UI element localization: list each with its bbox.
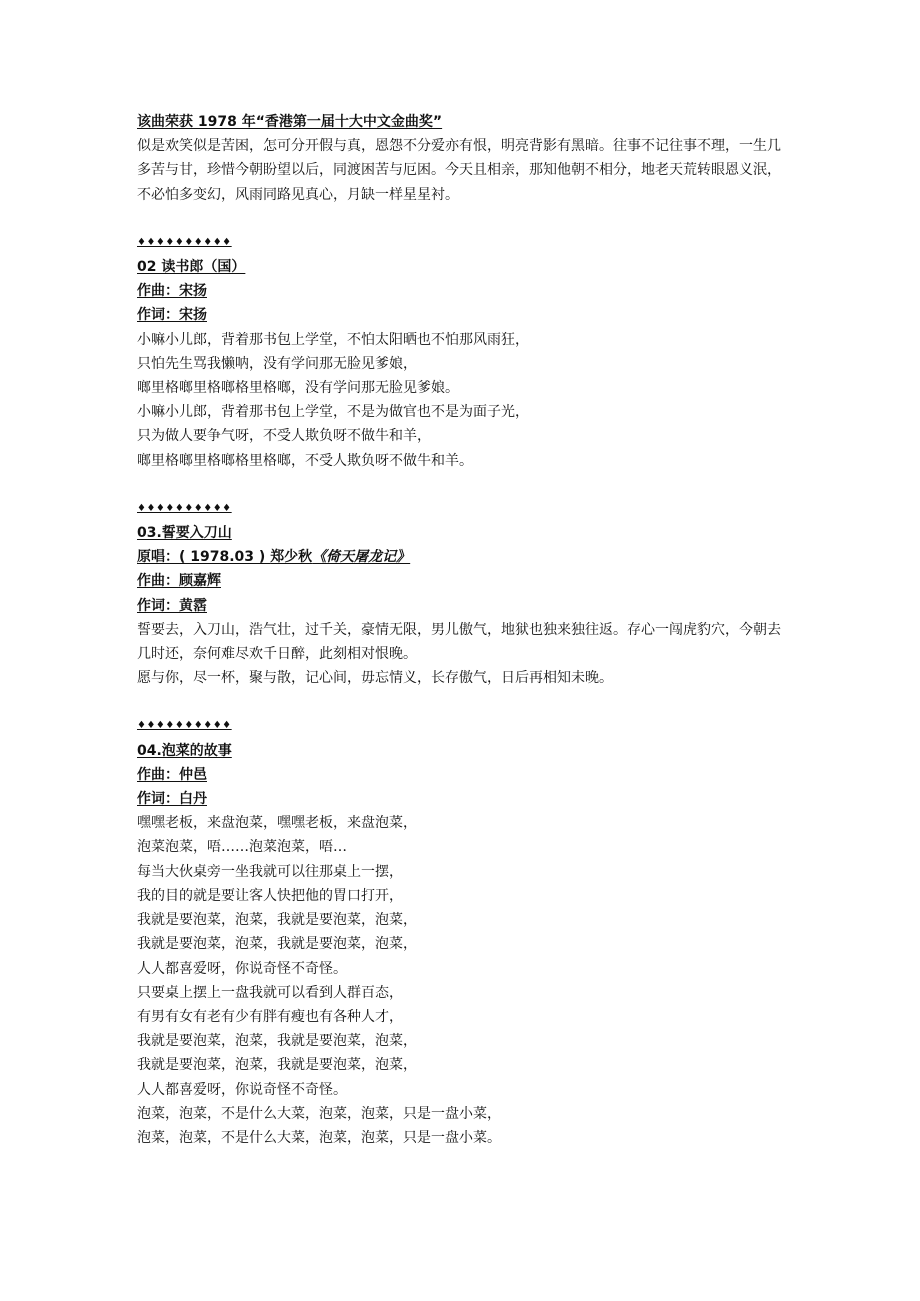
lyric-line: 我就是要泡菜，泡菜，我就是要泡菜，泡菜， (137, 912, 417, 929)
lyric-line: 我的目的就是要让客人快把他的胃口打开， (137, 887, 403, 904)
singer-work: 《倚天屠龙记》 (312, 549, 411, 566)
lyric-line: 嘿嘿老板，来盘泡菜，嘿嘿老板，来盘泡菜， (137, 815, 417, 832)
song-title: 04.泡菜的故事 (137, 742, 232, 759)
lyric-line: 只要桌上摆上一盘我就可以看到人群百态， (137, 984, 403, 1001)
lyric-line: 只为做人要争气呀，不受人欺负呀不做牛和羊， (137, 428, 431, 445)
lyric-paragraph: 誓要去，入刀山，浩气壮，过千关，豪情无限，男儿傲气，地狱也独来独往返。存心一闯虎豹穴，今朝去几时还，奈何难尽欢千日醉，此刻相对恨晚。 (137, 621, 781, 663)
lyric-line: 小嘛小儿郎，背着那书包上学堂，不怕太阳晒也不怕那风雨狂， (137, 331, 529, 348)
lyric-line: 啷里格啷里格啷格里格啷，不受人欺负呀不做牛和羊。 (137, 452, 473, 469)
song-composer: 作曲：宋扬 (137, 283, 207, 300)
song-composer: 作曲：顾嘉辉 (137, 573, 221, 590)
lyric-line: 啷里格啷里格啷格里格啷，没有学问那无脸见爹娘。 (137, 380, 459, 397)
lyric-line: 只怕先生骂我懒呐，没有学问那无脸见爹娘， (137, 355, 417, 372)
song-lyricist: 作词：黄霑 (137, 597, 207, 614)
lyric-line: 人人都喜爱呀，你说奇怪不奇怪。 (137, 960, 347, 977)
song-02-section (137, 255, 787, 473)
lyric-line: 泡菜，泡菜，不是什么大菜，泡菜，泡菜，只是一盘小菜， (137, 1105, 501, 1122)
lyric-line: 有男有女有老有少有胖有瘦也有各种人才， (137, 1008, 403, 1025)
lyric-line: 泡菜泡菜，唔……泡菜泡菜，唔… (137, 839, 347, 856)
intro-section (137, 110, 787, 207)
song-03-section (137, 521, 787, 690)
song-singer (137, 545, 787, 569)
lyric-line: 我就是要泡菜，泡菜，我就是要泡菜，泡菜， (137, 1033, 417, 1050)
section-separator: ♦♦♦♦♦♦♦♦♦♦ (137, 236, 232, 248)
song-title: 02 读书郎（国） (137, 259, 246, 276)
song-composer: 作曲：仲邑 (137, 766, 207, 783)
lyric-line: 泡菜，泡菜，不是什么大菜，泡菜，泡菜，只是一盘小菜。 (137, 1129, 501, 1146)
lyric-line: 小嘛小儿郎，背着那书包上学堂，不是为做官也不是为面子光， (137, 404, 529, 421)
song-lyricist: 作词：白丹 (137, 791, 207, 808)
lyric-line: 每当大伙桌旁一坐我就可以往那桌上一摆， (137, 863, 403, 880)
song-lyricist: 作词：宋扬 (137, 307, 207, 324)
lyric-line: 我就是要泡菜，泡菜，我就是要泡菜，泡菜， (137, 936, 417, 953)
singer-label: 原唱： (137, 549, 179, 566)
lyric-paragraph: 愿与你，尽一杯，聚与散，记心间，毋忘情义，长存傲气，日后再相知未晚。 (137, 670, 613, 687)
intro-lyrics: 似是欢笑似是苦困，怎可分开假与真，恩怨不分爱亦有恨，明亮背影有黑暗。往事不记往事不理，一生几多苦与甘，珍惜今朝盼望以后，同渡困苦与厄困。今天且相亲，那知他朝不相分，地老天荒转眼恩义泯，不必怕多变幻，风雨同路见真心，月缺一样星星衬。 (137, 138, 781, 203)
song-title: 03.誓要入刀山 (137, 525, 232, 542)
lyric-line: 我就是要泡菜，泡菜，我就是要泡菜，泡菜， (137, 1057, 417, 1074)
singer-year: ( 1978.03 ) (179, 549, 271, 566)
section-separator: ♦♦♦♦♦♦♦♦♦♦ (137, 720, 232, 732)
section-separator: ♦♦♦♦♦♦♦♦♦♦ (137, 502, 232, 514)
document-page (137, 110, 787, 1150)
award-line: 该曲荣获 1978 年“香港第一届十大中文金曲奖” (137, 114, 443, 130)
lyric-line: 人人都喜爱呀，你说奇怪不奇怪。 (137, 1081, 347, 1098)
song-04-section (137, 739, 787, 1150)
singer-name: 郑少秋 (270, 549, 313, 566)
